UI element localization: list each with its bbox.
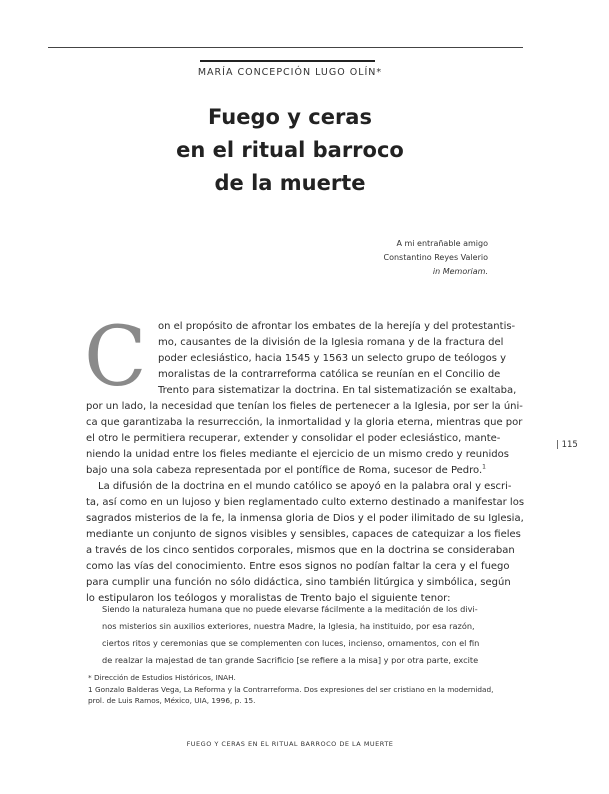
page-number: | 115 <box>556 440 578 450</box>
body-line: lo estipularon los teólogos y moralistas de Trento bajo el siguiente tenor: <box>86 593 451 604</box>
dedication-line-1: A mi entrañable amigo <box>396 239 488 248</box>
quote-line: nos misterios sin auxilios exteriores, nuestra Madre, la Iglesia, ha instituido, por esa razón, <box>102 621 475 631</box>
quote-line: Siendo la naturaleza humana que no puede elevarse fácilmente a la meditación de los divi- <box>102 604 478 614</box>
header-rule <box>48 47 523 48</box>
header-bar <box>200 60 375 62</box>
body-line: moralistas de la contrarreforma católica se reunían en el Concilio de <box>158 369 501 380</box>
title-line-2: en el ritual barroco <box>176 138 404 162</box>
drop-cap: C <box>84 310 147 405</box>
author-name: MARÍA CONCEPCIÓN LUGO OLÍN* <box>197 67 383 78</box>
body-line: sagrados misterios de la fe, la inmensa gloria de Dios y el poder ilimitado de su Iglesia, <box>86 513 524 524</box>
body-line: ta, así como en un lujoso y bien reglamentado culto externo destinado a manifestar los <box>86 497 525 508</box>
body-line-text: bajo una sola cabeza representada por el pontífice de Roma, sucesor de Pedro. <box>86 465 483 476</box>
body-line: a través de los cinco sentidos corporales, mismos que en la doctrina se consideraban <box>86 545 515 556</box>
body-line: para cumplir una función no sólo didáctica, sino también litúrgica y simbólica, según <box>86 577 511 588</box>
body-line: mo, causantes de la división de la Iglesia romana y de la fractura del <box>158 337 504 348</box>
body-line: el otro le permitiera recuperar, extender y consolidar el poder eclesiástico, mante- <box>86 433 501 444</box>
body-line: mediante un conjunto de signos visibles y sensibles, capaces de catequizar a los fieles <box>86 529 521 540</box>
title-line-1: Fuego y ceras <box>208 105 372 129</box>
body-line: on el propósito de afrontar los embates de la herejía y del protestantis- <box>158 321 516 332</box>
quote-line: ciertos ritos y ceremonias que se complementen con luces, incienso, ornamentos, con el fin <box>102 638 480 648</box>
body-line: La difusión de la doctrina en el mundo católico se apoyó en la palabra oral y escri- <box>98 481 512 492</box>
footnote-2-line-1: 1 Gonzalo Balderas Vega, La Reforma y la Contrarreforma. Dos expresiones del ser cristiano en la modernidad, <box>88 685 494 694</box>
running-footer: FUEGO Y CERAS EN EL RITUAL BARROCO DE LA MUERTE <box>186 740 394 748</box>
body-line: ca que garantizaba la resurrección, la inmortalidad y la gloria eterna, mientras que por <box>86 417 523 428</box>
footnote-mark: 1 <box>482 463 486 471</box>
body-line: por un lado, la necesidad que tenían los fieles de pertenecer a la Iglesia, por ser la úni- <box>86 401 523 412</box>
quote-line: de realzar la majestad de tan grande Sacrificio [se refiere a la misa] y por otra parte, excite <box>102 655 479 665</box>
footnote-2-line-2: prol. de Luis Ramos, México, UIA, 1996, p. 15. <box>88 696 256 705</box>
body-line: como las vías del conocimiento. Entre esos signos no podían faltar la cera y el fuego <box>86 561 510 572</box>
title-line-3: de la muerte <box>214 171 366 195</box>
body-line: poder eclesiástico, hacia 1545 y 1563 un selecto grupo de teólogos y <box>158 353 507 364</box>
dedication-line-2: Constantino Reyes Valerio <box>383 253 488 262</box>
body-line: niendo la unidad entre los fieles mediante el ejercicio de un mismo credo y reunidos <box>86 449 509 460</box>
dedication-line-3: in Memoriam. <box>432 267 488 276</box>
footnote-1: * Dirección de Estudios Históricos, INAH. <box>88 673 236 682</box>
body-line-last <box>86 463 486 478</box>
body-line: Trento para sistematizar la doctrina. En tal sistematización se exaltaba, <box>158 385 517 396</box>
